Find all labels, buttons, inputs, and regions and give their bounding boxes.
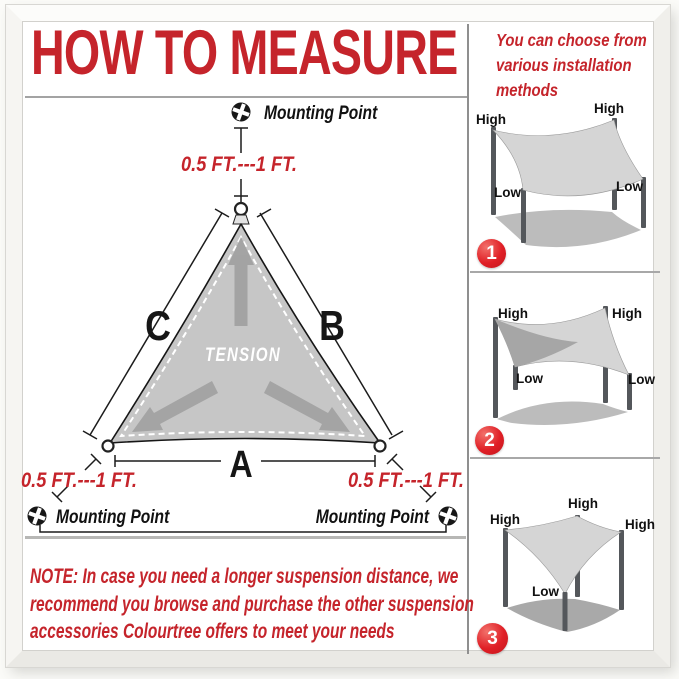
- method-divider: [470, 271, 660, 273]
- method-number-badge: [477, 623, 508, 654]
- corner-height-label: Low: [616, 179, 643, 194]
- mounting-point-right-icon: [436, 504, 460, 528]
- mounting-point-icon: [229, 100, 253, 124]
- page-title: HOW TO MEASURE: [31, 18, 458, 88]
- method-number-badge: [477, 239, 506, 268]
- right-offset-label: 0.5 FT.---1 FT.: [348, 468, 464, 493]
- post: [503, 528, 508, 607]
- corner-height-label: Low: [628, 372, 655, 387]
- note-text: [30, 563, 474, 646]
- tension-label: TENSION: [205, 343, 281, 366]
- method-number: 2: [484, 429, 495, 451]
- top-offset-label: 0.5 FT.---1 FT.: [181, 152, 297, 177]
- method-number: 3: [487, 627, 498, 649]
- corner-height-label: High: [594, 101, 624, 116]
- apex-tab: [233, 215, 249, 224]
- corner-ring-right-icon: [375, 441, 386, 452]
- mounting-point-right-label: Mounting Point: [315, 505, 429, 528]
- ground-shadow: [495, 210, 641, 247]
- installation-heading: [496, 28, 647, 103]
- method-number: 1: [486, 242, 497, 264]
- corner-height-label: High: [476, 112, 506, 127]
- post: [619, 530, 624, 610]
- measure-diagram: [18, 96, 468, 556]
- post: [521, 188, 526, 243]
- corner-height-label: Low: [516, 371, 543, 386]
- note-line: NOTE: In case you need a longer suspension distance, we: [30, 564, 459, 588]
- post: [491, 127, 496, 215]
- corner-height-label: High: [568, 496, 598, 511]
- heading-line: various installation: [496, 54, 632, 75]
- side-c-label: C: [145, 303, 171, 350]
- post: [493, 317, 498, 418]
- corner-height-label: High: [625, 517, 655, 532]
- section-divider: [25, 536, 466, 539]
- heading-line: methods: [496, 79, 558, 100]
- method-number-badge: [475, 426, 504, 455]
- note-line: recommend you browse and purchase the other suspension: [30, 591, 474, 616]
- corner-height-label: Low: [532, 584, 559, 599]
- corner-height-label: Low: [494, 185, 521, 200]
- corner-height-label: High: [490, 512, 520, 527]
- corner-height-label: High: [612, 306, 642, 321]
- side-a-label: A: [229, 443, 253, 486]
- mounting-point-left-label: Mounting Point: [56, 505, 170, 528]
- corner-height-label: High: [498, 306, 528, 321]
- left-offset-label: 0.5 FT.---1 FT.: [21, 468, 137, 493]
- heading-line: You can choose from: [496, 30, 647, 50]
- ground-shadow: [497, 402, 628, 425]
- shade-sail: [505, 516, 621, 594]
- post: [563, 592, 568, 631]
- side-b-label: B: [319, 303, 345, 350]
- note-line: accessories Colourtree offers to meet your needs: [30, 619, 395, 644]
- mounting-point-left-icon: [25, 504, 49, 528]
- apex-ring-icon: [235, 203, 247, 215]
- mounting-point-top-label: Mounting Point: [264, 101, 378, 124]
- method-divider: [470, 457, 660, 459]
- corner-ring-left-icon: [103, 441, 114, 452]
